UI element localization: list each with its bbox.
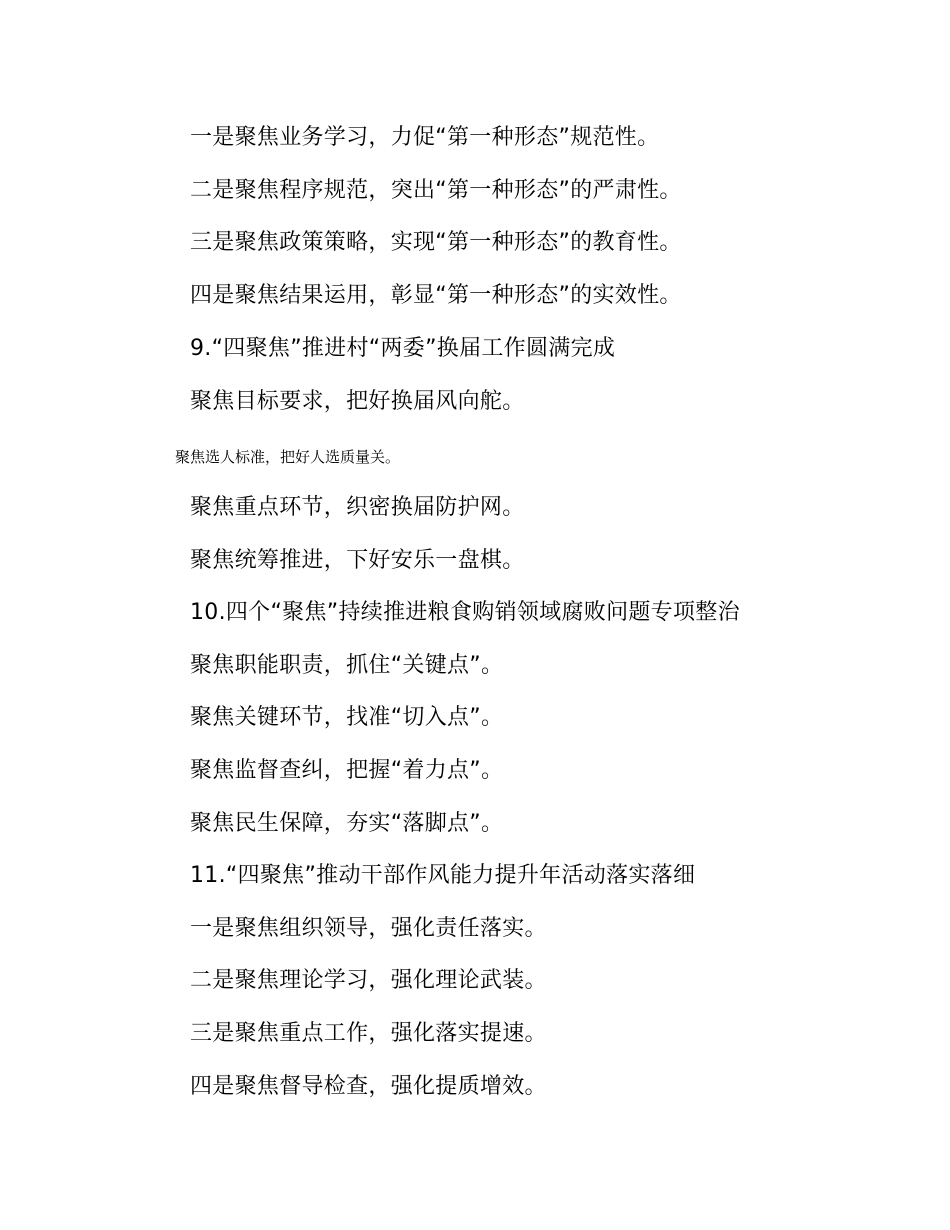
paragraph-line: 聚焦关键环节，找准“切入点”。 [190, 705, 504, 730]
section-heading: 11.“四聚焦”推动干部作风能力提升年活动落实落细 [190, 863, 696, 888]
paragraph-line: 四是聚焦结果运用，彰显“第一种形态”的实效性。 [190, 283, 682, 308]
paragraph-line: 聚焦监督查纠，把握“着力点”。 [190, 758, 504, 783]
paragraph-line: 二是聚焦理论学习，强化理论武装。 [190, 968, 547, 993]
paragraph-line: 四是聚焦督导检查，强化提质增效。 [190, 1074, 547, 1099]
section-heading: 9.“四聚焦”推进村“两委”换届工作圆满完成 [190, 336, 616, 361]
paragraph-line: 三是聚焦重点工作，强化落实提速。 [190, 1021, 547, 1046]
paragraph-line: 聚焦目标要求，把好换届风向舵。 [190, 389, 525, 414]
paragraph-line: 三是聚焦政策策略，实现“第一种形态”的教育性。 [190, 230, 682, 255]
paragraph-line: 一是聚焦组织领导，强化责任落实。 [190, 916, 547, 941]
paragraph-line: 一是聚焦业务学习，力促“第一种形态”规范性。 [190, 125, 660, 150]
paragraph-line: 二是聚焦程序规范，突出“第一种形态”的严肃性。 [190, 178, 682, 203]
paragraph-line: 聚焦统筹推进，下好安乐一盘棋。 [190, 548, 525, 573]
paragraph-line: 聚焦民生保障，夯实“落脚点”。 [190, 811, 504, 836]
paragraph-line: 聚焦重点环节，织密换届防护网。 [190, 495, 525, 520]
paragraph-line: 聚焦选人标准，把好人选质量关。 [175, 448, 401, 466]
section-heading: 10.四个“聚焦”持续推进粮食购销领域腐败问题专项整治 [190, 600, 740, 625]
paragraph-line: 聚焦职能职责，抓住“关键点”。 [190, 653, 504, 678]
